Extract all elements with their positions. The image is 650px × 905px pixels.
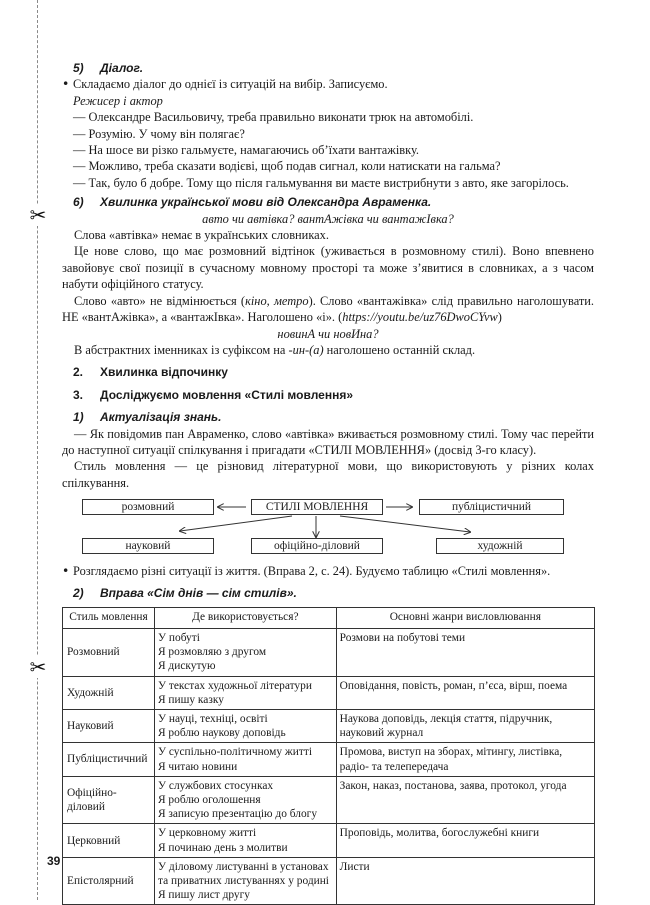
style-name-cell: Епістолярний (63, 857, 155, 905)
usage-line: У суспільно-політичному житті (157, 746, 312, 759)
genres-cell: Наукова доповідь, лекція стаття, підручник, науковий журнал (336, 709, 594, 742)
section-title: Діалог. (100, 61, 144, 75)
scissors-icon: ✂ (27, 656, 49, 678)
usage-line: Я розмовляю з другом (157, 646, 267, 659)
genres-cell: Закон, наказ, постанова, заява, протокол, угода (336, 776, 594, 824)
section-6-subtitle: авто чи автівка? вантАжівка чи вантажІвка? (202, 211, 454, 226)
table-row (63, 743, 595, 776)
usage-cell (154, 709, 336, 742)
usage-line: Я починаю день з молитви (157, 841, 288, 854)
dialog-line: — Олександре Васильовичу, треба правильно виконати трюк на автомобілі. (73, 110, 474, 125)
usage-line: Я пишу казку (157, 693, 224, 706)
usage-line: У церковному житті (157, 827, 257, 840)
text: ). Слово «вантажівка» слід правильно наголошувати. НЕ «вантАжівка», а «вантажІвка». Наголошено «і». ( (62, 293, 595, 325)
usage-cell (154, 824, 336, 857)
style-name-cell: Розмовний (63, 628, 155, 676)
genres-cell: Оповідання, повість, роман, п’єса, вірш, поема (336, 676, 594, 709)
styles-diagram (62, 497, 594, 559)
style-name-cell: Церковний (63, 824, 155, 857)
section-title: Досліджуємо мовлення «Стилі мовлення» (100, 387, 354, 402)
dialog-lines (62, 109, 594, 191)
dialog-instruction: • Складаємо діалог до однієї із ситуацій на вибір. Записуємо. (62, 76, 594, 92)
table-body (63, 628, 595, 904)
section-break-heading (62, 364, 594, 380)
table-row (63, 676, 595, 709)
style-box-journalistic: публіцистичний (419, 499, 564, 515)
usage-line: У побуті (157, 631, 200, 644)
usage-cell (154, 743, 336, 776)
text: наголошено останній склад. (323, 342, 476, 357)
section-number: 2. (73, 365, 84, 380)
text: Слово «авто» не відмінюється ( (74, 293, 246, 308)
usage-line: У службових стосунках (157, 779, 274, 792)
speech-styles-table (62, 607, 595, 905)
usage-line: Я читаю новини (157, 760, 238, 773)
section-6-subtitle-2: новинА чи новИна? (277, 326, 379, 341)
section-title: Хвилинка української мови від Олександра Авраменка. (100, 195, 432, 210)
usage-cell (154, 776, 336, 824)
usage-cell (154, 857, 336, 905)
usage-cell (154, 676, 336, 709)
table-header-row (63, 607, 595, 628)
section-number: 3. (73, 387, 84, 402)
paragraph: Стиль мовлення — це різновид літературної мови, що використовують у різних колах спілкування. (62, 459, 594, 490)
table-row (63, 824, 595, 857)
genres-cell: Проповідь, молитва, богослужебні книги (336, 824, 594, 857)
table-row (63, 857, 595, 905)
genres-cell: Промова, виступ на зборах, мітингу, листівка, радіо- та телепередача (336, 743, 594, 776)
table-instruction: • Розглядаємо різні ситуації із життя. (Вправа 2, с. 24). Будуємо таблицю «Стилі мовлення». (62, 563, 594, 579)
scissors-icon: ✂ (27, 204, 49, 226)
style-name-cell: Публіцистичний (63, 743, 155, 776)
section-title: Актуалізація знань. (100, 410, 222, 425)
section-2-heading (62, 585, 594, 601)
dialog-line: — На шосе ви різко гальмуєте, намагаючись об’їхати вантажівку. (73, 143, 420, 158)
usage-cell (154, 628, 336, 676)
table-header-cell: Де використовується? (154, 607, 336, 628)
cut-line (37, 0, 38, 900)
text: ) (497, 310, 502, 325)
section-research-heading (62, 387, 594, 403)
arrow (340, 516, 470, 532)
usage-line: Я записую презентацію до блогу (157, 808, 318, 821)
style-box-colloquial: розмовний (82, 499, 214, 515)
genres-cell: Розмови на побутові теми (336, 628, 594, 676)
usage-line: Я роблю оголошення (157, 794, 261, 806)
section-number: 1) (73, 410, 84, 425)
section-5-heading (62, 60, 594, 76)
paragraph: Це нове слово, що має розмовний відтінок (уживається в розмовному стилі). Воно впевнено завойовує свої позиції в сучасному мовному просторі та може з’явитися в словниках, а з часом набути офіційного статусу. (62, 244, 594, 292)
style-name-cell: Науковий (63, 709, 155, 742)
page-number: 39 (47, 854, 61, 868)
style-box-artistic: художній (436, 538, 564, 554)
paragraph (62, 293, 594, 326)
usage-line: Я пишу лист другу (157, 889, 250, 902)
usage-line: У діловому листуванні в установах та приватних листуваннях у родині (157, 860, 329, 888)
table-row (63, 709, 595, 742)
text: -ин-(а) (288, 342, 324, 357)
table-row (63, 776, 595, 824)
section-title: Хвилинка відпочинку (100, 365, 228, 380)
text: кіно, метро (245, 293, 309, 308)
dialog-line: — Розумію. У чому він полягає? (73, 126, 245, 141)
style-name-cell: Офіційно-діловий (63, 776, 155, 824)
section-title: Вправа «Сім днів — сім стилів». (100, 585, 297, 600)
style-box-center: СТИЛІ МОВЛЕННЯ (251, 499, 383, 515)
dialog-line: — Так, було б добре. Тому що після гальмування ви маєте вистрибнути з авто, яке загорілось. (73, 175, 569, 190)
section-6-heading (62, 194, 594, 210)
genres-cell: Листи (336, 857, 594, 905)
paragraph (62, 342, 594, 358)
dialog-line: — Можливо, треба сказати водієві, щоб подав сигнал, коли натискати на гальма? (73, 159, 501, 174)
section-number: 6) (73, 195, 84, 210)
dialog-roles: Режисер і актор (73, 93, 163, 108)
usage-line: Я дискутую (157, 660, 216, 673)
paragraph: — Як повідомив пан Авраменко, слово «автівка» вживається розмовному стилі. Тому час перейти до наступної ситуації спілкування і пригадати «СТИЛІ МОВЛЕННЯ» (досвід 3-го класу). (62, 426, 594, 457)
style-box-scientific: науковий (82, 538, 214, 554)
section-1-heading (62, 409, 594, 425)
table-row (63, 628, 595, 676)
paragraph: Слова «автівка» немає в українських словниках. (74, 228, 329, 243)
usage-line: Я роблю наукову доповідь (157, 727, 286, 740)
table-header-cell: Стиль мовлення (63, 607, 155, 628)
youtube-link[interactable]: https://youtu.be/uz76DwoCYvw (342, 310, 498, 325)
style-name-cell: Художній (63, 676, 155, 709)
section-number: 5) (73, 61, 84, 75)
arrow (180, 516, 292, 531)
section-number: 2) (73, 585, 84, 600)
table-header-cell: Основні жанри висловлювання (336, 607, 594, 628)
style-box-official: офіційно-діловий (251, 538, 383, 554)
usage-line: У текстах художньої літератури (157, 679, 312, 692)
usage-line: У науці, техніці, освіті (157, 712, 268, 725)
text: В абстрактних іменниках із суфіксом на (74, 342, 289, 357)
page-content (62, 60, 594, 905)
